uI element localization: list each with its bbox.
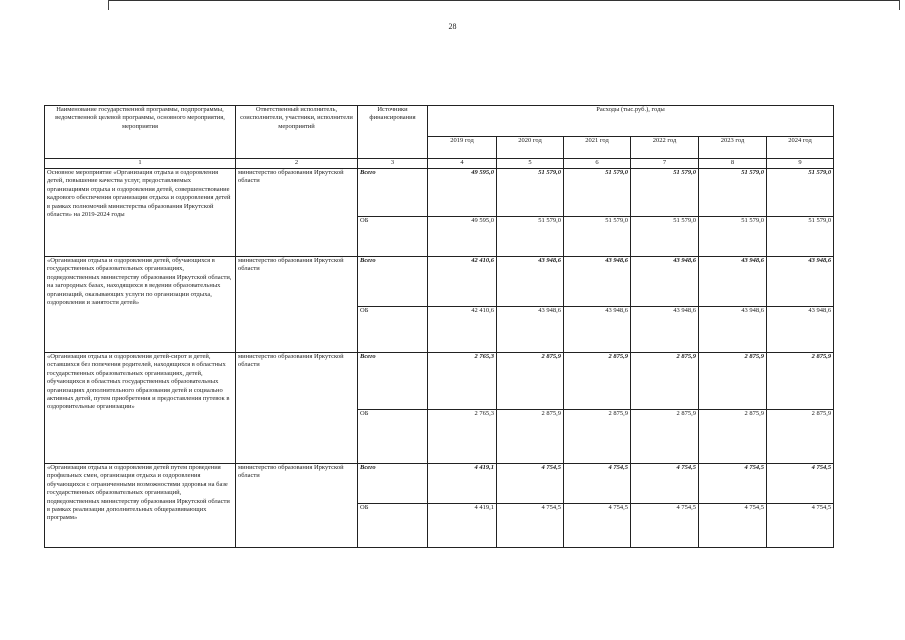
page-number: 28 (448, 22, 457, 31)
value-ob: 51 579,0 (497, 217, 564, 257)
value-total: 4 754,5 (699, 464, 767, 504)
value-ob: 51 579,0 (699, 217, 767, 257)
header-year: 2021 год (564, 137, 631, 159)
value-ob: 43 948,6 (767, 307, 834, 353)
table-row (45, 257, 834, 307)
value-total: 2 875,9 (699, 353, 767, 410)
value-ob: 4 754,5 (564, 504, 631, 548)
source-total: Всего (358, 169, 428, 217)
value-total: 2 765,3 (428, 353, 497, 410)
value-ob: 49 595,0 (428, 217, 497, 257)
value-total: 51 579,0 (631, 169, 699, 217)
value-ob: 2 875,9 (497, 410, 564, 464)
value-total: 51 579,0 (699, 169, 767, 217)
source-total: Всего (358, 353, 428, 410)
header-name: Наименование государственной программы, подпрограммы, ведомственной целевой программы, основного мероприятия, мероприятия (45, 106, 236, 159)
value-total: 2 875,9 (767, 353, 834, 410)
top-border-line (108, 0, 900, 1)
value-ob: 43 948,6 (699, 307, 767, 353)
value-ob: 51 579,0 (564, 217, 631, 257)
column-number: 7 (631, 159, 699, 169)
executor: министерство образования Иркутской области (236, 257, 358, 353)
activity-name: Основное мероприятие «Организация отдыха и оздоровления детей, повышение качества услуг, предоставляемых организациями отдыха и оздоровления детей, совершенствование кадрового обеспечения организации отдыха и оздоровления детей в рамках полномочий министерства образования Иркутской области» на 2019-2024 годы (45, 169, 236, 257)
value-ob: 51 579,0 (631, 217, 699, 257)
value-total: 51 579,0 (767, 169, 834, 217)
value-total: 4 419,1 (428, 464, 497, 504)
value-total: 2 875,9 (564, 353, 631, 410)
value-ob: 2 765,3 (428, 410, 497, 464)
source-ob: ОБ (358, 307, 428, 353)
value-ob: 2 875,9 (631, 410, 699, 464)
header-expenses: Расходы (тыс.руб.), годы (428, 106, 834, 137)
executor: министерство образования Иркутской области (236, 169, 358, 257)
value-total: 42 410,6 (428, 257, 497, 307)
column-number: 5 (497, 159, 564, 169)
table-row (45, 464, 834, 504)
value-ob: 42 410,6 (428, 307, 497, 353)
value-total: 4 754,5 (564, 464, 631, 504)
value-ob: 43 948,6 (564, 307, 631, 353)
value-total: 4 754,5 (497, 464, 564, 504)
header-year: 2022 год (631, 137, 699, 159)
executor: министерство образования Иркутской области (236, 464, 358, 548)
value-total: 4 754,5 (631, 464, 699, 504)
value-ob: 4 754,5 (631, 504, 699, 548)
header-source: Источники финансирования (358, 106, 428, 159)
table-row (45, 169, 834, 217)
column-number: 8 (699, 159, 767, 169)
header-year: 2023 год (699, 137, 767, 159)
value-total: 4 754,5 (767, 464, 834, 504)
value-ob: 4 754,5 (497, 504, 564, 548)
table-row (45, 353, 834, 410)
activity-name: «Организация отдыха и оздоровления детей-сирот и детей, оставшихся без попечения родителей, находящихся в областных государственных образовательных организациях, детей, обучающихся в областных государственных образовательных организациях дополнительного образования детей и социально активных детей, путем приобретения и предоставления путевок в оздоровительные организации» (45, 353, 236, 464)
column-number-row (45, 159, 834, 169)
value-ob: 2 875,9 (564, 410, 631, 464)
header-year: 2024 год (767, 137, 834, 159)
value-total: 49 595,0 (428, 169, 497, 217)
activity-name: «Организация отдыха и оздоровления детей, обучающихся в государственных образовательных организациях, подведомственных министерству образования Иркутской области, на загородных базах, находящихся в ведении образовательных организаций, оказывающих услуги по организации отдыха, оздоровления и занятости детей» (45, 257, 236, 353)
value-total: 51 579,0 (564, 169, 631, 217)
column-number: 3 (358, 159, 428, 169)
source-total: Всего (358, 464, 428, 504)
value-ob: 43 948,6 (497, 307, 564, 353)
executor: министерство образования Иркутской области (236, 353, 358, 464)
scan-edge-mark-left (108, 0, 109, 10)
value-total: 43 948,6 (767, 257, 834, 307)
source-total: Всего (358, 257, 428, 307)
column-number: 6 (564, 159, 631, 169)
value-total: 43 948,6 (631, 257, 699, 307)
source-ob: ОБ (358, 217, 428, 257)
value-total: 2 875,9 (497, 353, 564, 410)
header-executor: Ответственный исполнитель, соисполнители, участники, исполнители мероприятий (236, 106, 358, 159)
value-ob: 4 754,5 (767, 504, 834, 548)
column-number: 2 (236, 159, 358, 169)
value-total: 43 948,6 (699, 257, 767, 307)
source-ob: ОБ (358, 410, 428, 464)
value-ob: 2 875,9 (767, 410, 834, 464)
value-ob: 4 754,5 (699, 504, 767, 548)
column-number: 4 (428, 159, 497, 169)
source-ob: ОБ (358, 504, 428, 548)
value-ob: 51 579,0 (767, 217, 834, 257)
value-ob: 4 419,1 (428, 504, 497, 548)
column-number: 1 (45, 159, 236, 169)
value-total: 43 948,6 (497, 257, 564, 307)
value-total: 43 948,6 (564, 257, 631, 307)
scan-edge-mark-right (899, 0, 900, 10)
activity-name: «Организация отдыха и оздоровления детей путем проведения профильных смен, организация отдыха и оздоровления обучающихся с ограниченными возможностями здоровья на базе государственных образовательных организаций, подведомственных министерству образования Иркутской области в рамках реализации дополнительных общеразвивающих программ» (45, 464, 236, 548)
header-year: 2019 год (428, 137, 497, 159)
value-total: 2 875,9 (631, 353, 699, 410)
budget-table (44, 105, 834, 548)
header-year: 2020 год (497, 137, 564, 159)
value-ob: 43 948,6 (631, 307, 699, 353)
column-number: 9 (767, 159, 834, 169)
value-total: 51 579,0 (497, 169, 564, 217)
value-ob: 2 875,9 (699, 410, 767, 464)
